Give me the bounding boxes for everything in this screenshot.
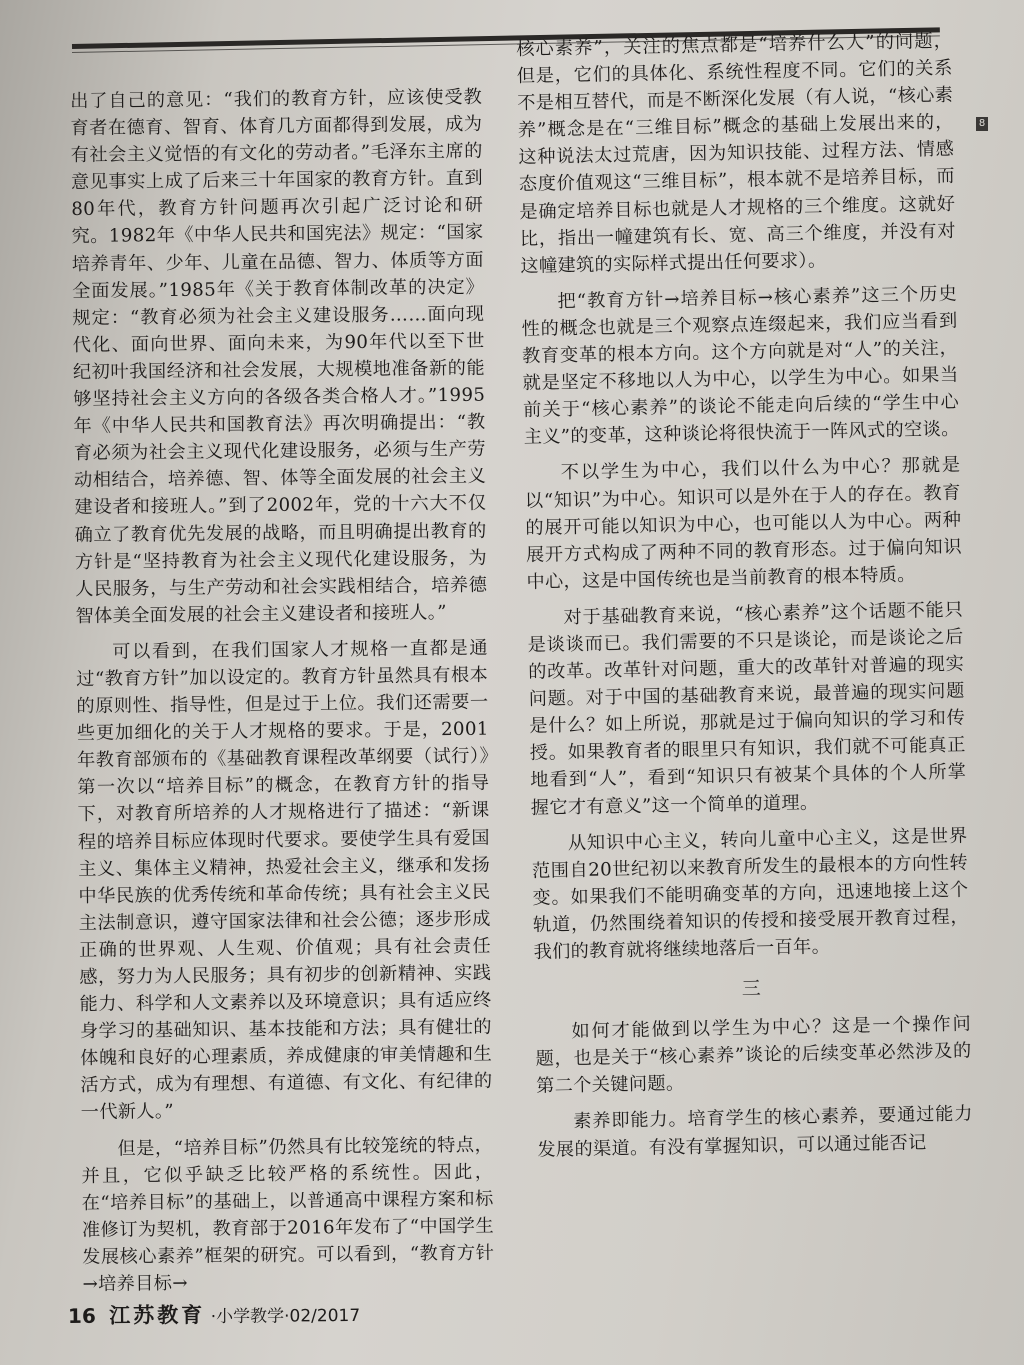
right-column [516, 28, 974, 1164]
right-paragraph-7: 素养即能力。培育学生的核心素养，要通过能力发展的渠道。有没有掌握知识，可以通过能否记 [537, 1103, 973, 1161]
right-paragraph-3: 不以学生为中心，我们以什么为中心？那就是以“知识”为中心。知识可以是外在于人的存在。教育的展开可能以知识为中心，也可能以人为中心。两种展开方式构成了两种不同的教育形态。过于偏向知识中心，这是中国传统也是当前教育的根本特质。 [524, 454, 963, 593]
issue-info: ·小学教学·02/2017 [210, 1305, 361, 1328]
right-paragraph-4: 对于基础教育来说，“核心素养”这个话题不能只是谈谈而已。我们需要的不只是谈论，而是谈论之后的改革。改革针对问题，重大的改革针对普遍的现实问题。对于中国的基础教育来说，最普遍的现实问题是什么？如上所说，那就是过于偏向知识的学习和传授。如果教育者的眼里只有知识，我们就不可能真正地看到“人”，看到“知识只有被某个具体的个人所掌握它才有意义”这一个简单的道理。 [527, 599, 967, 819]
section-heading: 三 [741, 977, 764, 1000]
right-paragraph-1: 核心素养”，关注的焦点都是“培养什么人”的问题，但是，它们的具体化、系统性程度不同。它们的关系不是相互替代，而是不断深化发展（有人说，“核心素养”概念是在“三维目标”概念的基础上发展出来的，这种说法太过荒唐，因为知识技能、过程方法、情感态度价值观这“三维目标”，根本就不是培养目标，而是确定培养目标也就是人才规格的三个维度。这就好比，指出一幢建筑有长、宽、高三个维度，并没有对这幢建筑的实际样式提出任何要求）。 [516, 30, 957, 277]
left-paragraph-1: 出了自己的意见：“我们的教育方针，应该使受教育者在德育、智育、体育几方面都得到发展，成为有社会主义觉悟的有文化的劳动者。”毛泽东主席的意见事实上成了后来三十年国家的教育方针。直到80年代，教育方针问题再次引起广泛讨论和研究。1982年《中华人民共和国宪法》规定：“国家培养青年、少年、儿童在品德、智力、体质等方面全面发展。”1985年《关于教育体制改革的决定》规定：“教育必须为社会主义建设服务……面向现代化、面向世界、面向未来，为90年代以至下世纪初叶我国经济和社会发展，大规模地准备新的能够坚持社会主义方向的各级各类合格人才。”1995年《中华人民共和国教育法》再次明确提出：“教育必须为社会主义现代化建设服务，必须与生产劳动相结合，培养德、智、体等全面发展的社会主义建设者和接班人。”到了2002年，党的十六大不仅确立了教育优先发展的战略，而且明确提出教育的方针是“坚持教育为社会主义现代化建设服务，为人民服务，与生产劳动和社会实践相结合，培养德智体美全面发展的社会主义建设者和接班人。” [70, 86, 488, 627]
right-paragraph-6: 如何才能做到以学生为中心？这是一个操作问题，也是关于“核心素养”谈论的后续变革必然涉及的第二个关键问题。 [535, 1013, 972, 1098]
left-paragraph-3: 但是，“培养目标”仍然具有比较笼统的特点，并且，它似乎缺乏比较严格的系统性。因此，在“培养目标”的基础上，以普通高中课程方案和标准修订为契机，教育部于2016年发布了“中国学生发展核心素养”框架的研究。可以看到，“教育方针→培养目标→ [81, 1134, 495, 1295]
left-paragraph-2: 可以看到，在我们国家人才规格一直都是通过“教育方针”加以设定的。教育方针虽然具有根本的原则性、指导性，但是过于上位。我们还需要一些更加细化的关于人才规格的要求。于是，2001年教育部颁布的《基础教育课程改革纲要（试行）》第一次以“培养目标”的概念，在教育方针的指导下，对教育所培养的人才规格进行了描述：“新课程的培养目标应体现时代要求。要使学生具有爱国主义、集体主义精神，热爱社会主义，继承和发扬中华民族的优秀传统和革命传统；具有社会主义民主法制意识，遵守国家法律和社会公德；逐步形成正确的世界观、人生观、价值观；具有社会责任感，努力为人民服务；具有初步的创新精神、实践能力、科学和人文素养以及环境意识；具有适应终身学习的基础知识、基本技能和方法；具有健壮的体魄和良好的心理素质，养成健康的审美情趣和生活方式，成为有理想、有道德、有文化、有纪律的一代新人。” [76, 637, 493, 1124]
margin-tab-mark: 8 [976, 117, 988, 131]
left-column [70, 84, 495, 1298]
magazine-title: 江苏教育 [109, 1302, 206, 1328]
page-footer [68, 1297, 488, 1330]
page-number: 16 [67, 1303, 96, 1328]
right-paragraph-5: 从知识中心主义，转向儿童中心主义，这是世界范围自20世纪初以来教育所发生的最根本的方向性转变。如果我们不能明确变革的方向，迅速地接上这个轨道，仍然围绕着知识的传授和接受展开教育过程，我们的教育就将继续地落后一百年。 [531, 825, 970, 963]
right-paragraph-2: 把“教育方针→培养目标→核心素养”这三个历史性的概念也就是三个观察点连缀起来，我们应当看到教育变革的根本方向。这个方向就是对“人”的关注，就是坚定不移地以人为中心，以学生为中心。如果当前关于“核心素养”的谈论不能走向后续的“学生中心主义”的变革，这种谈论将很快流于一阵风式的空谈。 [521, 283, 960, 449]
